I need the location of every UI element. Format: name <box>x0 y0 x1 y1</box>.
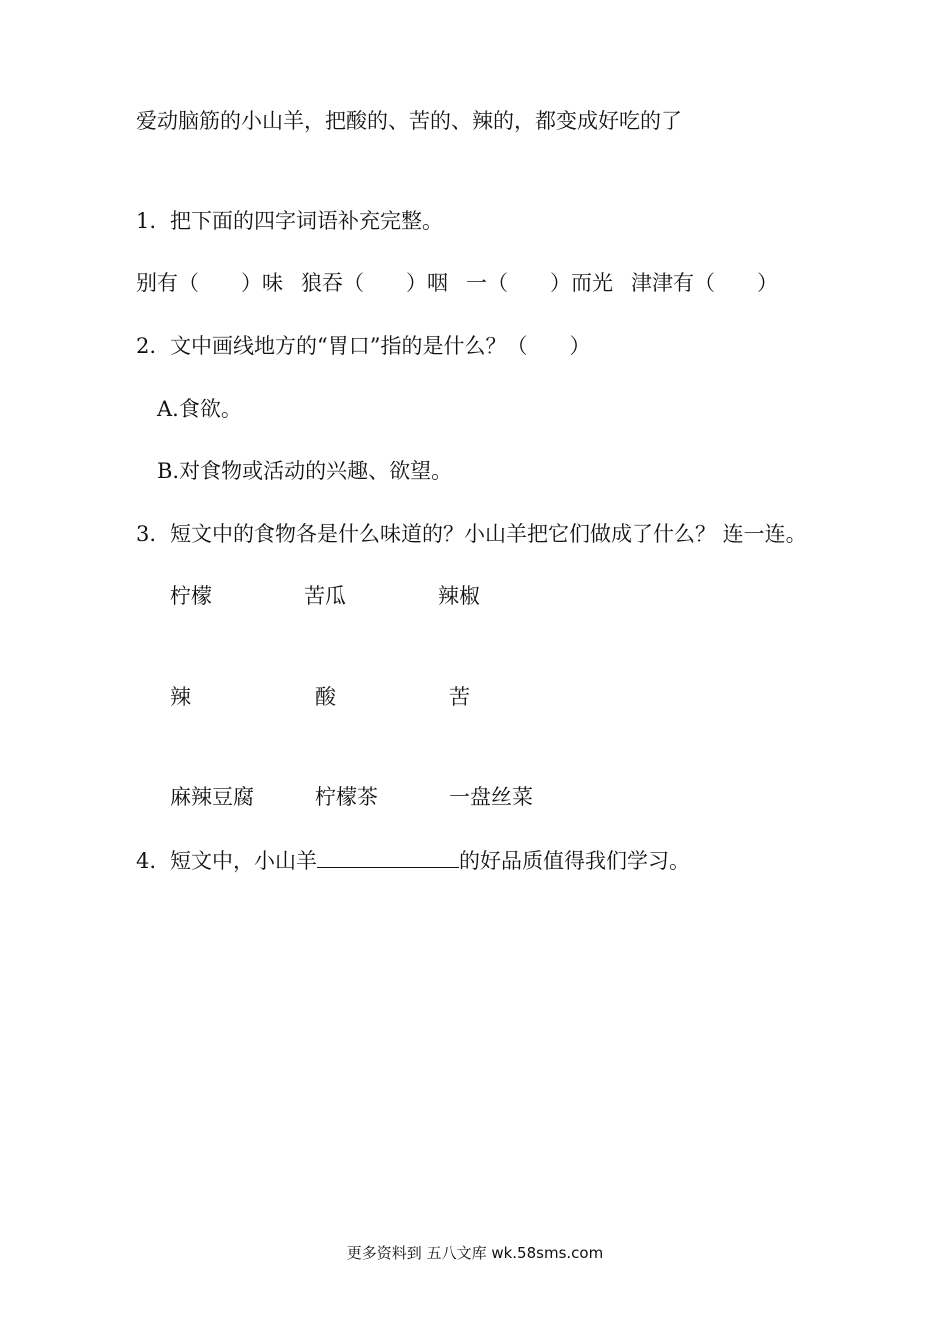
food-chili: 辣椒 <box>438 584 480 608</box>
taste-sour: 酸 <box>315 685 336 709</box>
question-4 <box>136 845 690 876</box>
answer-blank-line[interactable] <box>317 845 459 868</box>
question-2-option-a: A.食欲。 <box>157 397 242 421</box>
question-2-number: 2. <box>136 334 157 358</box>
footer-source-text: 更多资料到 五八文库 wk.58sms.com <box>346 1244 604 1262</box>
idiom-item-4: 津津有（ ） <box>631 271 778 295</box>
question-3 <box>136 519 807 549</box>
question-3-text: 短文中的食物各是什么味道的？小山羊把它们做成了什么？ 连一连。 <box>170 522 807 546</box>
food-lemon: 柠檬 <box>170 584 212 608</box>
dish-shredded-vegetable: 一盘丝菜 <box>449 785 533 809</box>
taste-bitter: 苦 <box>449 685 470 709</box>
question-1-text: 把下面的四字词语补充完整。 <box>170 209 443 233</box>
dish-lemon-tea: 柠檬茶 <box>315 785 378 809</box>
question-1-items <box>136 268 778 298</box>
question-3-number: 3. <box>136 522 157 546</box>
intro-sentence: 爱动脑筋的小山羊，把酸的、苦的、辣的，都变成好吃的了 <box>136 109 682 133</box>
question-2-option-b: B.对食物或活动的兴趣、欲望。 <box>157 459 453 483</box>
question-4-text-before: 短文中，小山羊 <box>170 849 317 873</box>
question-1-number: 1. <box>136 209 157 233</box>
dish-mapo-tofu: 麻辣豆腐 <box>170 785 254 809</box>
question-2 <box>136 331 590 361</box>
question-1 <box>136 206 443 236</box>
food-bitter-melon: 苦瓜 <box>304 584 346 608</box>
question-4-number: 4. <box>136 849 157 873</box>
idiom-item-1: 别有（ ）味 <box>136 271 283 295</box>
question-2-text: 文中画线地方的“胃口”指的是什么？（ ） <box>170 334 591 358</box>
question-4-text-after: 的好品质值得我们学习。 <box>459 849 690 873</box>
taste-spicy: 辣 <box>170 685 191 709</box>
idiom-item-2: 狼吞（ ）咽 <box>301 271 448 295</box>
idiom-item-3: 一（ ）而光 <box>466 271 613 295</box>
